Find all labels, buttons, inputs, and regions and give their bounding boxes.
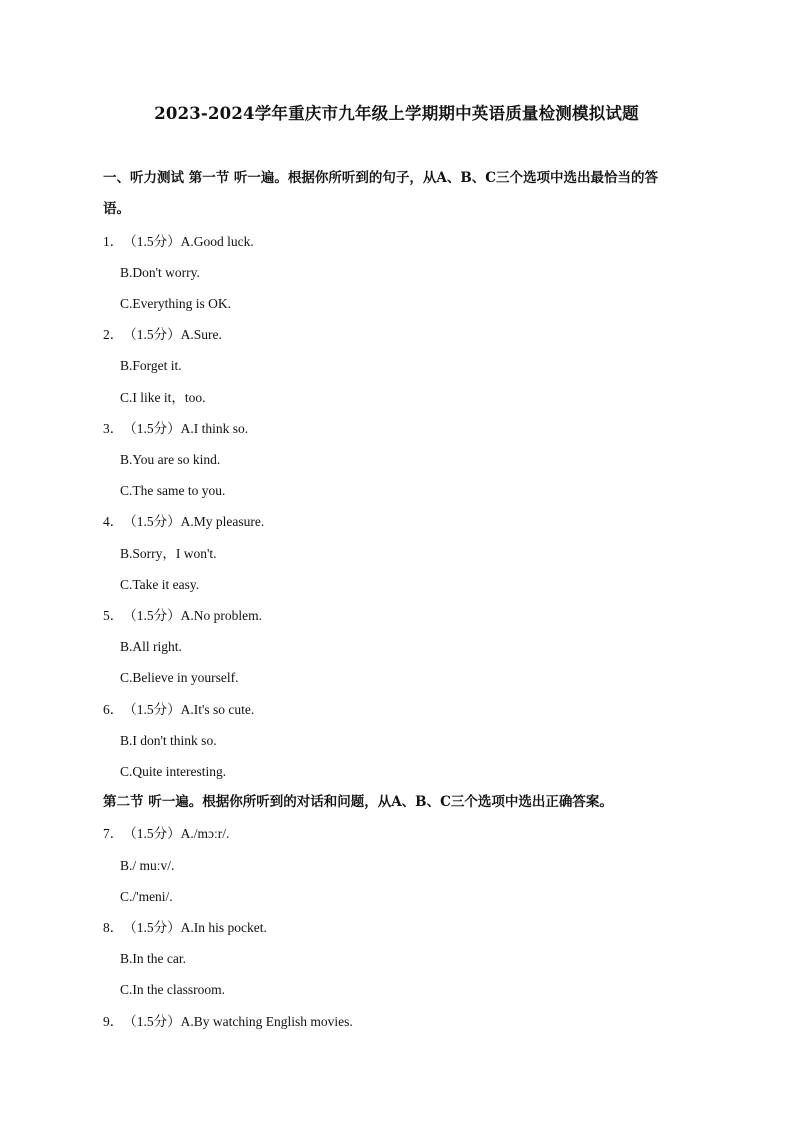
question-number: 7．: [103, 826, 124, 841]
option-c: C.The same to you.: [120, 483, 226, 498]
option-b: B.In the car.: [120, 951, 186, 966]
option-c: C.Quite interesting.: [120, 764, 227, 779]
option-a: A.It's so cute.: [180, 702, 255, 717]
section-heading-line: 一、听力测试 第一节 听一遍。根据你所听到的句子，从A、B、C三个选项中选出最恰当的答: [103, 170, 659, 186]
question-score: （1.5分）: [123, 1014, 181, 1029]
option-b: B.Forget it.: [120, 358, 182, 373]
option-a: A./mɔːr/.: [180, 826, 230, 841]
option-b: B.Sorry，I won't.: [120, 546, 217, 561]
option-a: A.Good luck.: [180, 234, 254, 249]
question-number: 6．: [103, 702, 124, 717]
option-a: A.Sure.: [180, 327, 222, 342]
question-score: （1.5分）: [123, 514, 181, 529]
question-score: （1.5分）: [123, 421, 181, 436]
option-b: B./ muːv/.: [120, 858, 175, 873]
question-1: [103, 232, 254, 252]
section-heading-part2: 第二节 听一遍。根据你所听到的对话和问题，从A、B、C三个选项中选出正确答案。: [103, 794, 613, 810]
question-number: 3．: [103, 421, 124, 436]
option-a: A.In his pocket.: [180, 920, 267, 935]
question-6: [103, 700, 254, 720]
question-number: 1．: [103, 234, 124, 249]
section-heading-part1: [103, 163, 703, 225]
question-score: （1.5分）: [123, 234, 181, 249]
option-a: A.No problem.: [180, 608, 262, 623]
question-score: （1.5分）: [123, 608, 181, 623]
option-b: B.Don't worry.: [120, 265, 200, 280]
question-number: 4．: [103, 514, 124, 529]
option-b: B.You are so kind.: [120, 452, 221, 467]
question-9: [103, 1012, 353, 1032]
option-c: C.I like it，too.: [120, 390, 206, 405]
question-7: [103, 824, 229, 844]
option-c: C.In the classroom.: [120, 982, 225, 997]
question-8: [103, 918, 267, 938]
page-title: 2023-2024学年重庆市九年级上学期期中英语质量检测模拟试题: [154, 104, 639, 123]
question-number: 8．: [103, 920, 124, 935]
option-b: B.All right.: [120, 639, 182, 654]
question-score: （1.5分）: [123, 920, 181, 935]
option-a: A.My pleasure.: [180, 514, 265, 529]
option-c: C.Take it easy.: [120, 577, 200, 592]
question-4: [103, 512, 264, 532]
question-score: （1.5分）: [123, 702, 181, 717]
section-heading-line: 语。: [103, 201, 130, 217]
question-5: [103, 606, 262, 626]
option-a: A.By watching English movies.: [180, 1014, 353, 1029]
option-a: A.I think so.: [180, 421, 249, 436]
option-c: C./'meni/.: [120, 889, 173, 904]
option-b: B.I don't think so.: [120, 733, 217, 748]
question-score: （1.5分）: [123, 826, 181, 841]
question-number: 9．: [103, 1014, 124, 1029]
question-number: 2．: [103, 327, 124, 342]
option-c: C.Everything is OK.: [120, 296, 231, 311]
question-3: [103, 419, 248, 439]
question-number: 5．: [103, 608, 124, 623]
question-score: （1.5分）: [123, 327, 181, 342]
question-2: [103, 325, 222, 345]
option-c: C.Believe in yourself.: [120, 670, 239, 685]
